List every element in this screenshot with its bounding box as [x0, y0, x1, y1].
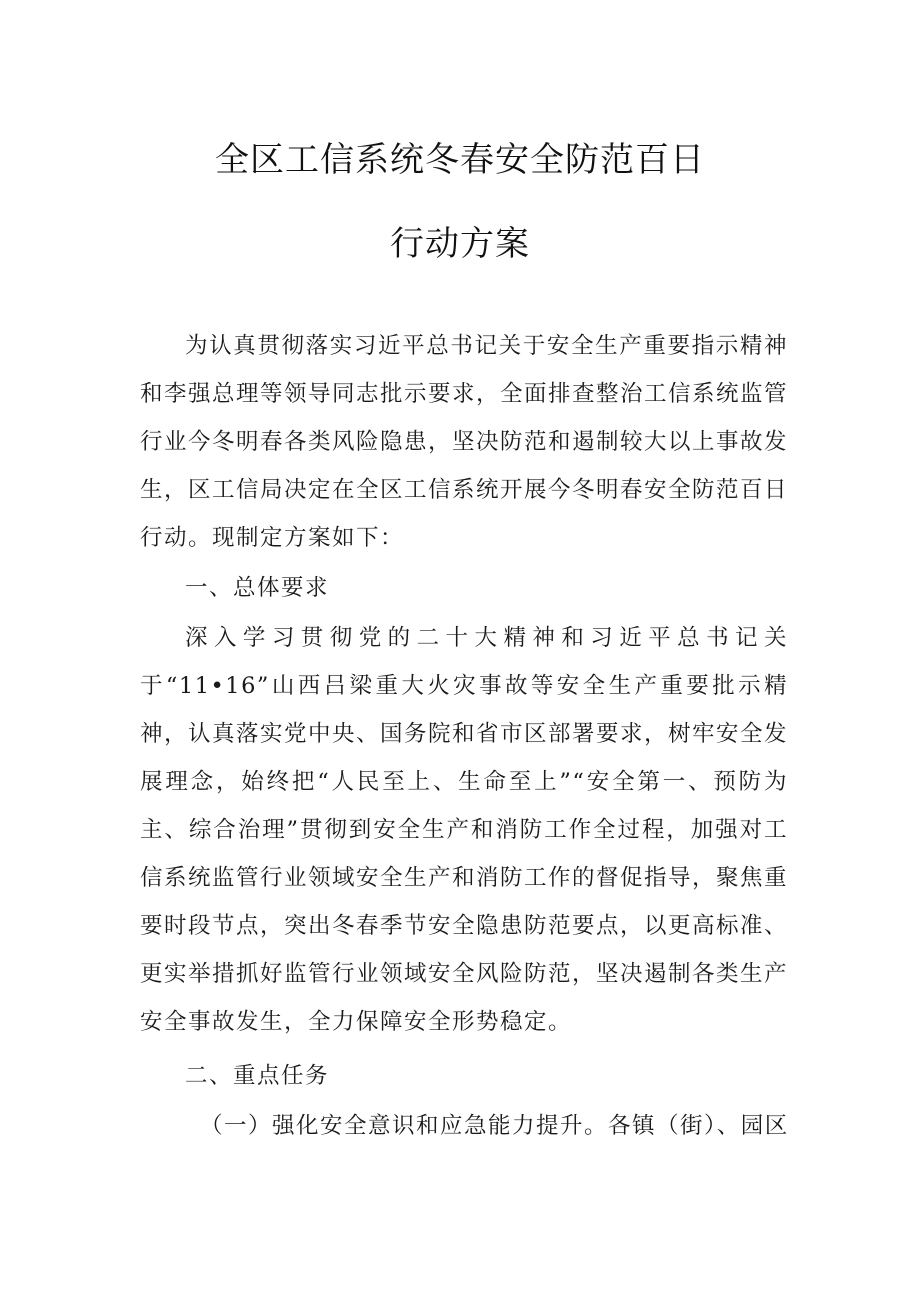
- section2-heading: 二、重点任务: [185, 1063, 330, 1089]
- document-title-line2: 行动方案: [390, 224, 530, 264]
- section1-heading: 一、总体要求: [185, 575, 330, 601]
- document-body: [140, 322, 788, 1150]
- section1-paragraph: 深入学习贯彻党的二十大精神和习近平总书记关于“11•16”山西吕梁重大火灾事故等安全生产重要批示精神，认真落实党中央、国务院和省市区部署要求，树牢安全发展理念，始终把“人民至上、生命至上”“安全第一、预防为主、综合治理”贯彻到安全生产和消防工作全过程，加强对工信系统监管行业领域安全生产和消防工作的督促指导，聚焦重要时段节点，突出冬春季节安全隐患防范要点，以更高标准、更实举措抓好监管行业领域安全风险防范，坚决遏制各类生产安全事故发生，全力保障安全形势稳定。: [140, 625, 789, 1035]
- intro-paragraph: 为认真贯彻落实习近平总书记关于安全生产重要指示精神和李强总理等领导同志批示要求，全面排查整治工信系统监管行业今冬明春各类风险隐患，坚决防范和遏制较大以上事故发生，区工信局决定在全区工信系统开展今冬明春安全防范百日行动。现制定方案如下：: [140, 333, 789, 551]
- task1-paragraph: （一）强化安全意识和应急能力提升。各镇（街）、园区: [200, 1113, 789, 1139]
- document-title-line1: 全区工信系统冬春安全防范百日: [215, 140, 705, 180]
